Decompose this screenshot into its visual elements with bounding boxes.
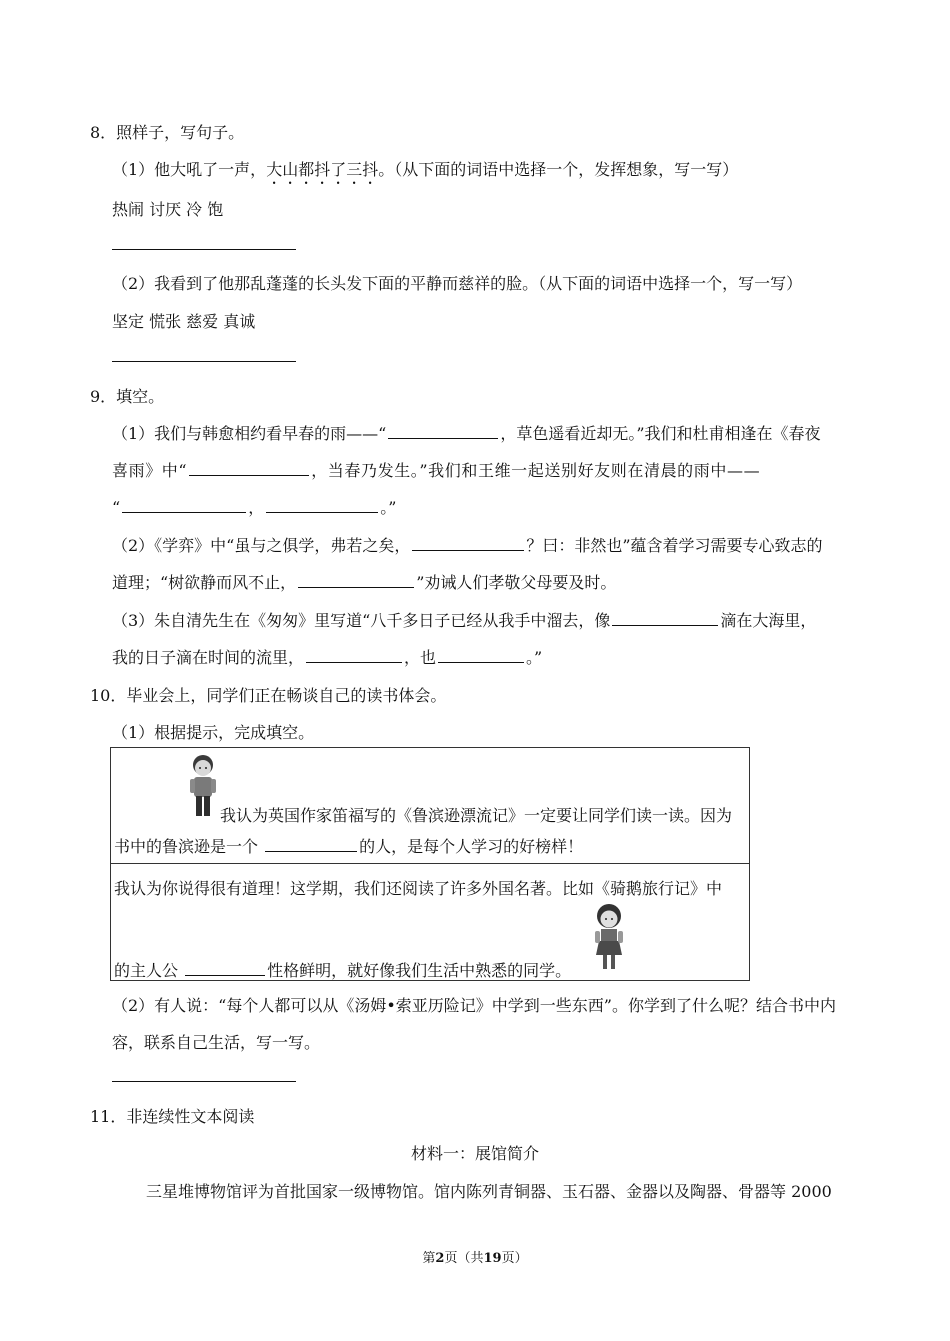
q9-blank-6[interactable] — [298, 586, 414, 588]
q8-answer-line-1[interactable] — [112, 249, 296, 250]
footer-total-pages: 19 — [483, 1251, 502, 1266]
footer-mid: 页（共 — [444, 1251, 484, 1266]
q9-line-2 — [112, 458, 760, 481]
q8-part1-prefix: （1）他大吼了一声， — [112, 160, 267, 179]
q10-part2-line2: 容，联系自己生活，写一写。 — [112, 1033, 321, 1052]
q8-part2: （2）我看到了他那乱蓬蓬的长头发下面的平静而慈祥的脸。（从下面的词语中选择一个，写一写） — [112, 274, 803, 293]
q8-title: 8．照样子，写句子。 — [90, 123, 245, 142]
q9-l5b: ”劝诫人们孝敬父母要及时。 — [416, 573, 617, 592]
dialogue2-line2 — [114, 958, 571, 981]
dialogue1-blank[interactable] — [265, 850, 357, 852]
q9-l7c: 。” — [526, 648, 543, 667]
q9-l4b: ？曰：非然也”蕴含着学习需要专心致志的 — [526, 536, 823, 555]
q9-blank-7[interactable] — [612, 624, 718, 626]
q10-title: 10．毕业会上，同学们正在畅谈自己的读书体会。 — [90, 686, 447, 705]
q10-part2-line1: （2）有人说：“每个人都可以从《汤姆•索亚历险记》中学到一些东西”。你学到了什么呢？结合书中内 — [112, 996, 836, 1015]
q9-l7a: 我的日子滴在时间的流里， — [112, 648, 305, 667]
q9-line-5 — [112, 570, 616, 593]
q8-answer-line-2[interactable] — [112, 361, 296, 362]
q8-part1 — [112, 157, 738, 188]
dialogue1-line1: 我认为英国作家笛福写的《鲁滨逊漂流记》一定要让同学们读一读。因为 — [220, 806, 733, 825]
q9-l2b: ，当春乃发生。”我们和王维一起送别好友则在清晨的雨中—— — [311, 461, 761, 480]
q9-line-3 — [112, 495, 396, 518]
q10-part1: （1）根据提示，完成填空。 — [112, 723, 315, 742]
q9-line-4 — [112, 533, 823, 556]
girl-student-icon — [591, 903, 627, 971]
footer-prefix: 第 — [422, 1251, 436, 1266]
q9-blank-8[interactable] — [306, 661, 402, 663]
q9-line-1 — [112, 421, 821, 444]
q9-l3b: ， — [248, 498, 265, 517]
dialogue2-l2b: 性格鲜明，就好像我们生活中熟悉的同学。 — [267, 961, 572, 980]
dialogue1-line2 — [114, 834, 583, 857]
q9-l1b: ，草色遥看近却无。”我们和杜甫相逢在《春夜 — [500, 424, 821, 443]
dialogue1-l2b: 的人，是每个人学习的好榜样！ — [359, 837, 584, 856]
dialogue1-l2a: 书中的鲁滨逊是一个 — [114, 837, 259, 856]
q9-line-6 — [112, 608, 816, 631]
q8-word-options-1: 热闹 讨厌 冷 饱 — [112, 200, 224, 219]
q9-blank-1[interactable] — [388, 437, 498, 439]
q9-l2a: 喜雨》中“ — [112, 461, 188, 480]
q9-blank-5[interactable] — [412, 549, 524, 551]
page-footer — [0, 1247, 950, 1266]
q8-word-options-2: 坚定 慌张 慈爱 真诚 — [112, 312, 256, 331]
dialogue2-blank[interactable] — [185, 974, 265, 976]
material-body-line1: 三星堆博物馆评为首批国家一级博物馆。馆内陈列青铜器、玉石器、金器以及陶器、骨器等 2000 — [146, 1182, 832, 1201]
q9-l3c: 。” — [380, 498, 397, 517]
q9-l6b: 滴在大海里， — [720, 611, 817, 630]
q9-blank-2[interactable] — [189, 474, 309, 476]
material-title: 材料一：展馆简介 — [410, 1144, 539, 1163]
dialogue2-line1: 我认为你说得很有道理！这学期，我们还阅读了许多外国名著。比如《骑鹅旅行记》中 — [114, 879, 723, 898]
q9-blank-3[interactable] — [122, 511, 246, 513]
dialogue-divider — [111, 863, 749, 864]
q8-part1-suffix: 。（从下面的词语中选择一个，发挥想象，写一写） — [378, 160, 739, 179]
q9-blank-9[interactable] — [438, 661, 524, 663]
q9-l1a: （1）我们与韩愈相约看早春的雨——“ — [112, 424, 387, 443]
q9-l4a: （2）《学弈》中“虽与之俱学，弗若之矣， — [112, 536, 411, 555]
q9-l6a: （3）朱自清先生在《匆匆》里写道“八千多日子已经从我手中溜去，像 — [112, 611, 611, 630]
footer-suffix: 页） — [501, 1251, 528, 1266]
dialogue2-l2a: 的主人公 — [114, 961, 179, 980]
q9-blank-4[interactable] — [266, 511, 378, 513]
boy-student-icon — [187, 754, 219, 820]
q9-l7b: ，也 — [404, 648, 437, 667]
q11-title: 11．非连续性文本阅读 — [90, 1107, 255, 1126]
q9-line-7 — [112, 645, 542, 668]
q8-part1-example: 大山都抖了三抖 — [266, 160, 379, 179]
footer-page-number: 2 — [435, 1251, 445, 1266]
q10-answer-line[interactable] — [112, 1081, 296, 1082]
q9-l3a: “ — [112, 498, 121, 517]
q9-l5a: 道理；“树欲静而风不止， — [112, 573, 297, 592]
q9-title: 9．填空。 — [90, 387, 165, 406]
